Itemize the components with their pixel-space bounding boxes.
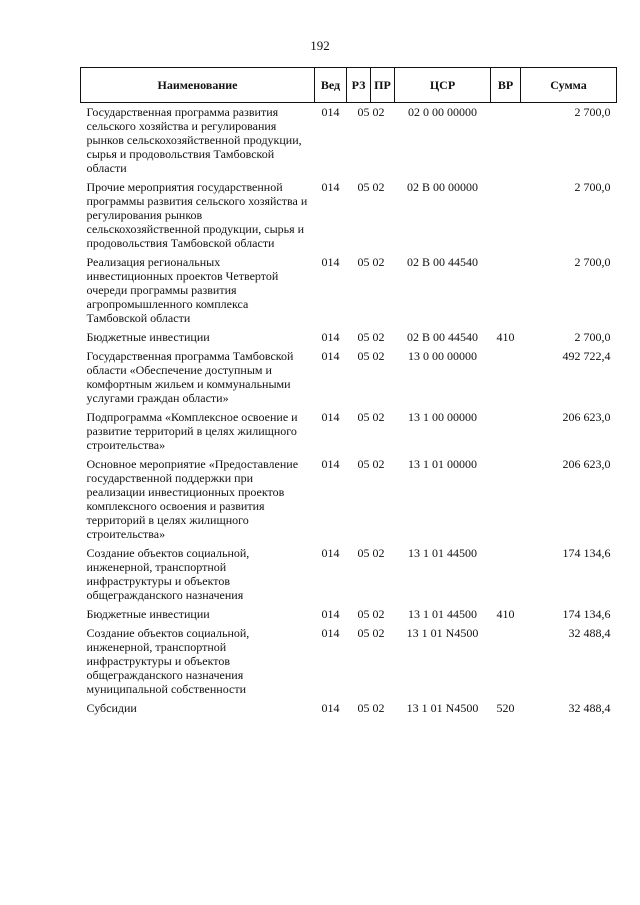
table-row xyxy=(81,347,617,408)
cell-ved: 014 xyxy=(321,701,340,715)
table-row xyxy=(81,605,617,624)
cell-vr xyxy=(491,455,521,544)
cell-pr: 02 xyxy=(372,105,385,119)
cell-sum: 206 623,0 xyxy=(562,410,611,424)
cell-sum: 174 134,6 xyxy=(562,607,611,621)
cell-sum: 206 623,0 xyxy=(562,457,611,471)
cell-sum: 32 488,4 xyxy=(568,701,611,715)
cell-pr: 02 xyxy=(372,607,385,621)
cell-ved: 014 xyxy=(321,626,340,640)
table-row xyxy=(81,544,617,605)
cell-csr: 02 В 00 00000 xyxy=(406,180,478,194)
cell-ved: 014 xyxy=(321,105,340,119)
cell-pr: 02 xyxy=(372,410,385,424)
cell-pr: 02 xyxy=(372,701,385,715)
cell-sum: 492 722,4 xyxy=(562,349,611,363)
cell-pr: 02 xyxy=(372,546,385,560)
cell-rz: 05 xyxy=(357,546,370,560)
cell-name: Подпрограмма «Комплексное освоение и развитие территорий в целях жилищного строительства» xyxy=(86,410,298,452)
cell-vr xyxy=(491,347,521,408)
cell-ved: 014 xyxy=(321,180,340,194)
cell-vr xyxy=(491,178,521,253)
cell-pr: 02 xyxy=(372,255,385,269)
cell-vr xyxy=(491,544,521,605)
cell-pr: 02 xyxy=(372,330,385,344)
cell-sum: 2 700,0 xyxy=(574,330,611,344)
table-row xyxy=(81,624,617,699)
cell-ved: 014 xyxy=(321,349,340,363)
cell-vr xyxy=(491,624,521,699)
cell-ved: 014 xyxy=(321,410,340,424)
cell-rz: 05 xyxy=(357,255,370,269)
cell-csr: 13 1 01 44500 xyxy=(408,546,477,560)
header-name: Наименование xyxy=(81,68,315,103)
cell-sum: 32 488,4 xyxy=(568,626,611,640)
cell-rz: 05 xyxy=(357,330,370,344)
budget-table xyxy=(80,67,617,718)
cell-rz: 05 xyxy=(357,349,370,363)
cell-name: Реализация региональных инвестиционных проектов Четвертой очереди программы развития агропромышленного комплекса Тамбовской области xyxy=(86,255,279,325)
table-row xyxy=(81,699,617,718)
table-row xyxy=(81,455,617,544)
cell-name: Прочие мероприятия государственной программы развития сельского хозяйства и регулирования рынков сельскохозяйственной продукции, сырья и продовольствия Тамбовской области xyxy=(86,180,308,250)
cell-name: Государственная программа Тамбовской области «Обеспечение доступным и комфортным жильем и коммунальными услугами граждан области» xyxy=(86,349,294,405)
cell-name: Бюджетные инвестиции xyxy=(86,330,210,344)
header-vr: ВР xyxy=(491,68,521,103)
cell-rz: 05 xyxy=(357,457,370,471)
cell-vr xyxy=(491,408,521,455)
cell-name: Основное мероприятие «Предоставление государственной поддержки при реализации инвестиционных проектов комплексного освоения и развития территорий в целях жилищного строительства» xyxy=(86,457,299,541)
cell-ved: 014 xyxy=(321,546,340,560)
header-ved: Вед xyxy=(315,68,347,103)
header-pr: ПР xyxy=(371,68,395,103)
cell-rz: 05 xyxy=(357,180,370,194)
header-rz: РЗ xyxy=(347,68,371,103)
cell-vr: 410 xyxy=(496,607,515,621)
cell-rz: 05 xyxy=(357,701,370,715)
cell-rz: 05 xyxy=(357,626,370,640)
cell-name: Бюджетные инвестиции xyxy=(86,607,210,621)
cell-csr: 02 В 00 44540 xyxy=(406,255,478,269)
cell-vr: 520 xyxy=(496,701,515,715)
cell-rz: 05 xyxy=(357,607,370,621)
table-body xyxy=(81,103,617,719)
cell-name: Создание объектов социальной, инженерной, транспортной инфраструктуры и объектов общегражданского назначения муниципальной собственности xyxy=(86,626,250,696)
cell-name: Создание объектов социальной, инженерной, транспортной инфраструктуры и объектов общегражданского назначения xyxy=(86,546,250,602)
cell-sum: 2 700,0 xyxy=(574,105,611,119)
header-sum: Сумма xyxy=(521,68,617,103)
table-row xyxy=(81,328,617,347)
cell-pr: 02 xyxy=(372,626,385,640)
cell-csr: 13 1 01 00000 xyxy=(408,457,477,471)
cell-csr: 02 В 00 44540 xyxy=(406,330,478,344)
table-header xyxy=(81,68,617,103)
cell-rz: 05 xyxy=(357,105,370,119)
cell-vr xyxy=(491,103,521,179)
table-row xyxy=(81,103,617,179)
cell-csr: 13 1 01 N4500 xyxy=(406,626,479,640)
cell-pr: 02 xyxy=(372,349,385,363)
cell-vr xyxy=(491,253,521,328)
cell-csr: 02 0 00 00000 xyxy=(408,105,477,119)
cell-pr: 02 xyxy=(372,180,385,194)
table-row xyxy=(81,178,617,253)
cell-ved: 014 xyxy=(321,607,340,621)
cell-ved: 014 xyxy=(321,255,340,269)
cell-sum: 2 700,0 xyxy=(574,255,611,269)
cell-sum: 174 134,6 xyxy=(562,546,611,560)
cell-pr: 02 xyxy=(372,457,385,471)
cell-name: Субсидии xyxy=(86,701,137,715)
cell-csr: 13 1 01 44500 xyxy=(408,607,477,621)
table-row xyxy=(81,253,617,328)
cell-sum: 2 700,0 xyxy=(574,180,611,194)
table-row xyxy=(81,408,617,455)
cell-rz: 05 xyxy=(357,410,370,424)
cell-ved: 014 xyxy=(321,457,340,471)
page-number: 192 xyxy=(310,38,330,53)
cell-name: Государственная программа развития сельского хозяйства и регулирования рынков сельскохозяйственной продукции, сырья и продовольствия Тамбовской области xyxy=(86,105,302,175)
cell-csr: 13 1 01 N4500 xyxy=(406,701,479,715)
cell-csr: 13 0 00 00000 xyxy=(408,349,477,363)
cell-ved: 014 xyxy=(321,330,340,344)
cell-vr: 410 xyxy=(496,330,515,344)
header-csr: ЦСР xyxy=(395,68,491,103)
cell-csr: 13 1 00 00000 xyxy=(408,410,477,424)
